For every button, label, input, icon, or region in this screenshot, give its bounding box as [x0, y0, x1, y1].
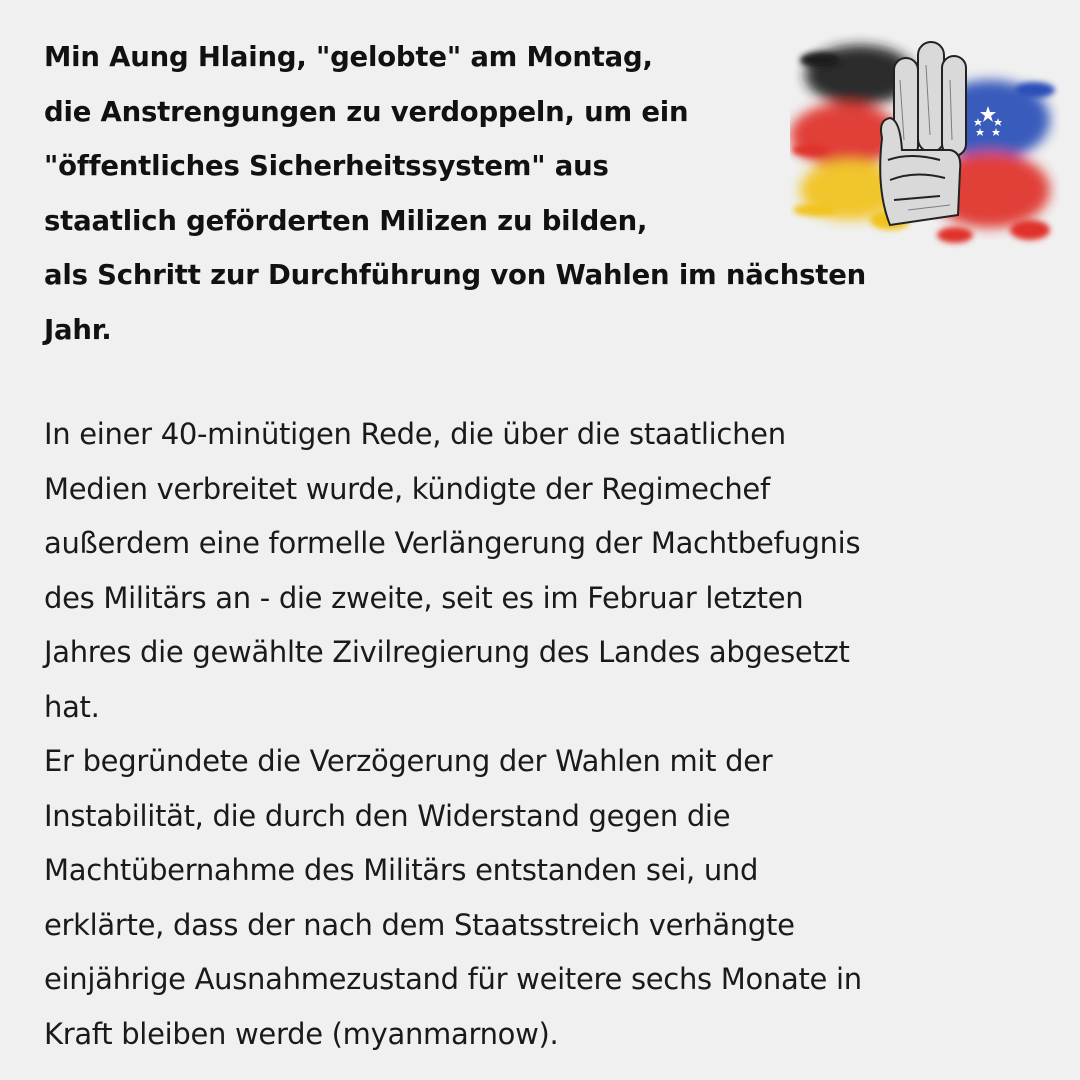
headline-line: "öffentliches Sicherheitssystem" aus	[44, 150, 609, 182]
body-line: In einer 40-minütigen Rede, die über die staatlichen	[44, 417, 786, 451]
headline-line: staatlich geförderten Milizen zu bilden,	[44, 204, 648, 237]
body-line: hat.	[44, 689, 100, 724]
body-line: Machtübernahme des Militärs entstanden sei, und	[44, 853, 759, 887]
headline-line: Jahr.	[44, 313, 112, 346]
body-line: des Militärs an - die zweite, seit es im Februar letzten	[44, 580, 804, 615]
three-finger-salute-icon	[790, 20, 1060, 260]
headline-line: Min Aung Hlaing, "gelobte" am Montag,	[44, 41, 653, 73]
body-line: Instabilität, die durch den Widerstand gegen die	[44, 798, 731, 833]
body-line: Kraft bleiben werde (myanmarnow).	[44, 1016, 559, 1051]
body-line: einjährige Ausnahmezustand für weitere sechs Monate in	[44, 962, 862, 996]
body-line: Er begründete die Verzögerung der Wahlen mit der	[44, 744, 773, 778]
headline-line: als Schritt zur Durchführung von Wahlen im nächsten	[44, 259, 867, 291]
body-line: Medien verbreitet wurde, kündigte der Regimechef	[44, 471, 770, 506]
article-body	[44, 407, 1044, 1061]
body-line: außerdem eine formelle Verlängerung der Machtbefugnis	[44, 526, 861, 560]
body-line: Jahres die gewählte Zivilregierung des Landes abgesetzt	[44, 635, 850, 669]
headline-line: die Anstrengungen zu verdoppeln, um ein	[44, 95, 689, 128]
body-line: erklärte, dass der nach dem Staatsstreich verhängte	[44, 907, 795, 942]
